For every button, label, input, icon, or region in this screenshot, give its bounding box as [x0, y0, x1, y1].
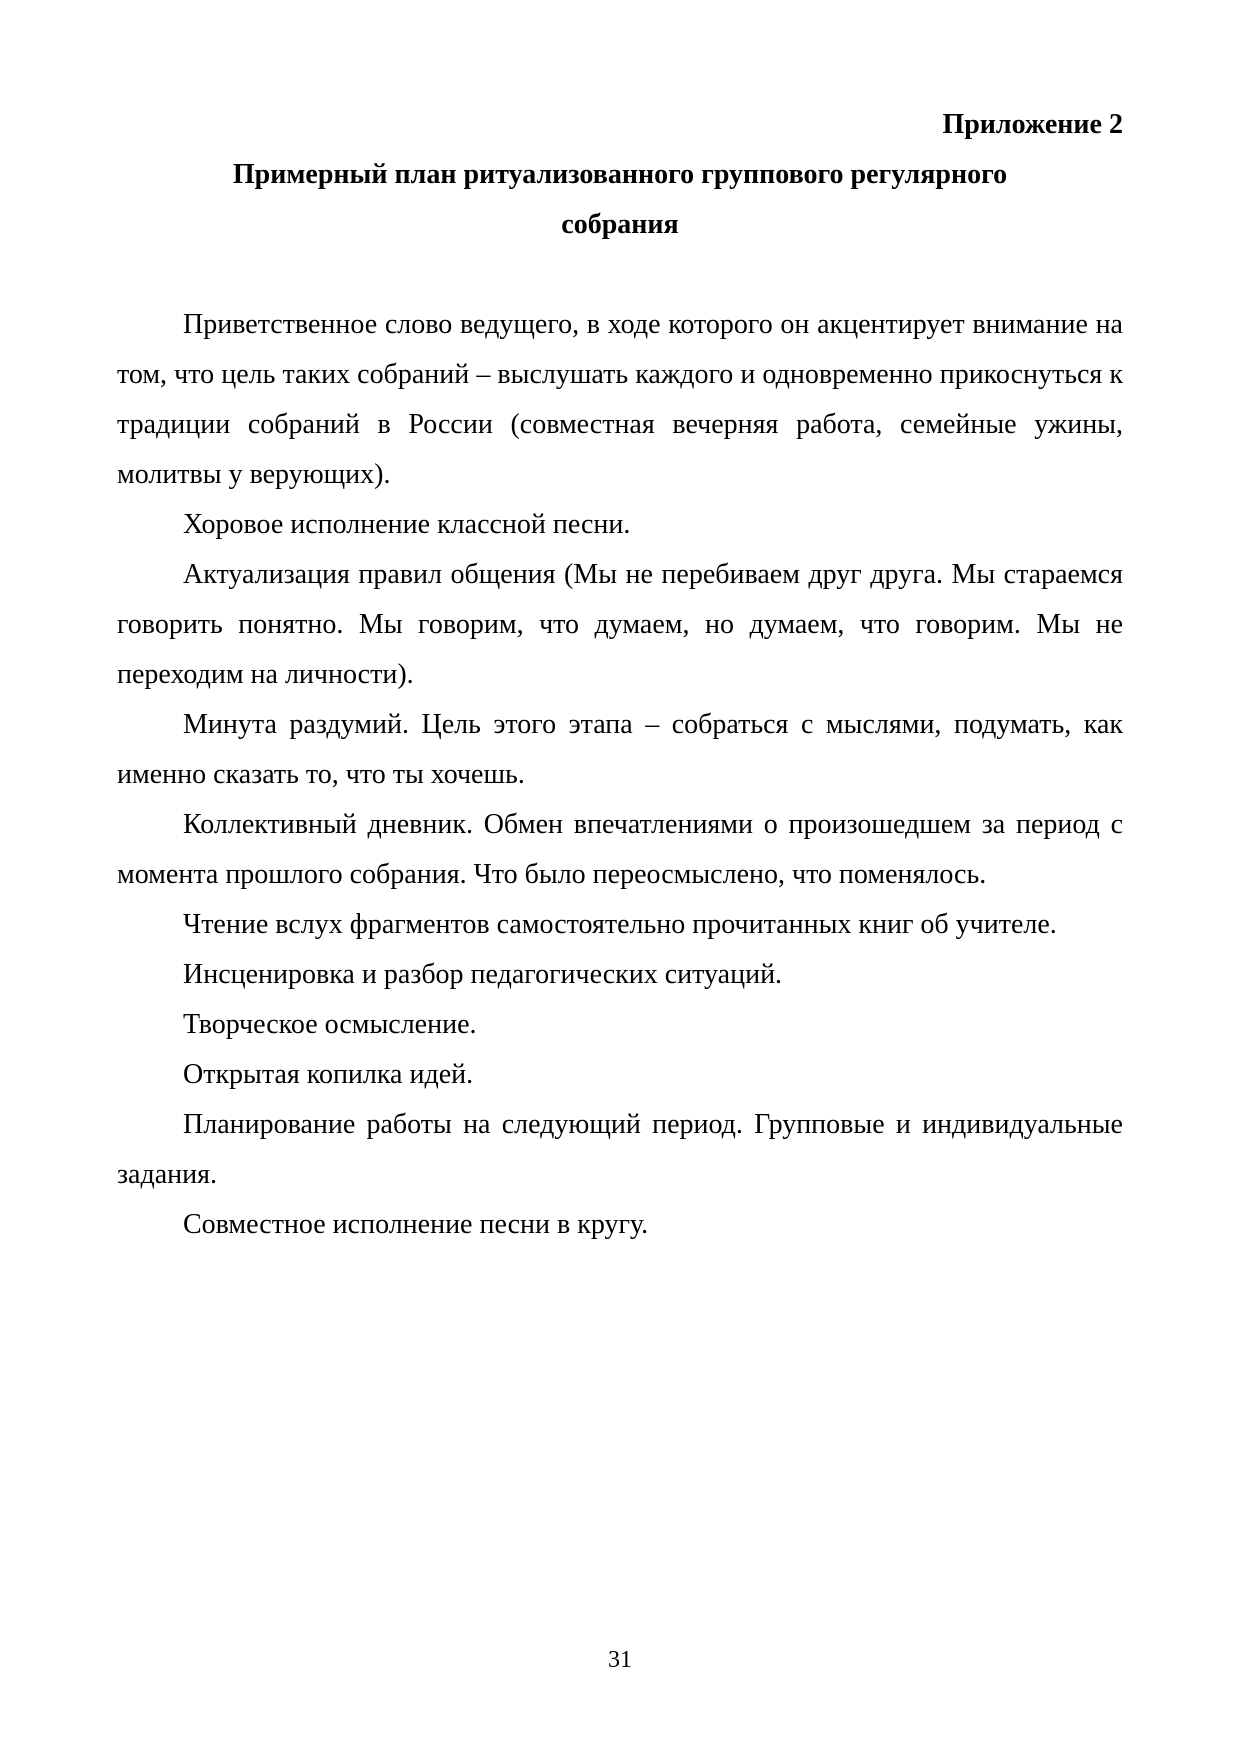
paragraph: Хоровое исполнение классной песни. — [183, 509, 631, 540]
paragraph: Чтение вслух фрагментов самостоятельно прочитанных книг об учителе. — [183, 909, 1057, 940]
paragraph: Коллективный дневник. Обмен впечатлениями о произошедшем за период с момента прошлого собрания. Что было переосмыслено, что поменялось. — [117, 809, 1123, 890]
paragraph: Планирование работы на следующий период. Групповые и индивидуальные задания. — [117, 1109, 1123, 1190]
paragraph: Актуализация правил общения (Мы не перебиваем друг друга. Мы стараемся говорить понятно. Мы говорим, что думаем, но думаем, что говорим. Мы не переходим на личности). — [117, 559, 1123, 690]
document-title-line-1: Примерный план ритуализованного группового регулярного — [232, 159, 1008, 190]
page-number: 31 — [608, 1647, 632, 1673]
paragraph: Открытая копилка идей. — [183, 1059, 474, 1090]
page-content — [117, 100, 1123, 1250]
document-title-line-2: собрания — [561, 209, 679, 240]
paragraph: Инсценировка и разбор педагогических ситуаций. — [183, 959, 783, 990]
paragraph: Творческое осмысление. — [183, 1009, 477, 1040]
paragraph: Минута раздумий. Цель этого этапа – собраться с мыслями, подумать, как именно сказать то, что ты хочешь. — [117, 709, 1123, 790]
paragraph: Совместное исполнение песни в кругу. — [183, 1209, 649, 1240]
appendix-label: Приложение 2 — [942, 109, 1123, 140]
document-body — [117, 300, 1123, 1250]
paragraph: Приветственное слово ведущего, в ходе которого он акцентирует внимание на том, что цель таких собраний – выслушать каждого и одновременно прикоснуться к традиции собраний в России (совместная вечерняя работа, семейные ужины, молитвы у верующих). — [117, 309, 1123, 490]
document-title — [117, 150, 1123, 250]
